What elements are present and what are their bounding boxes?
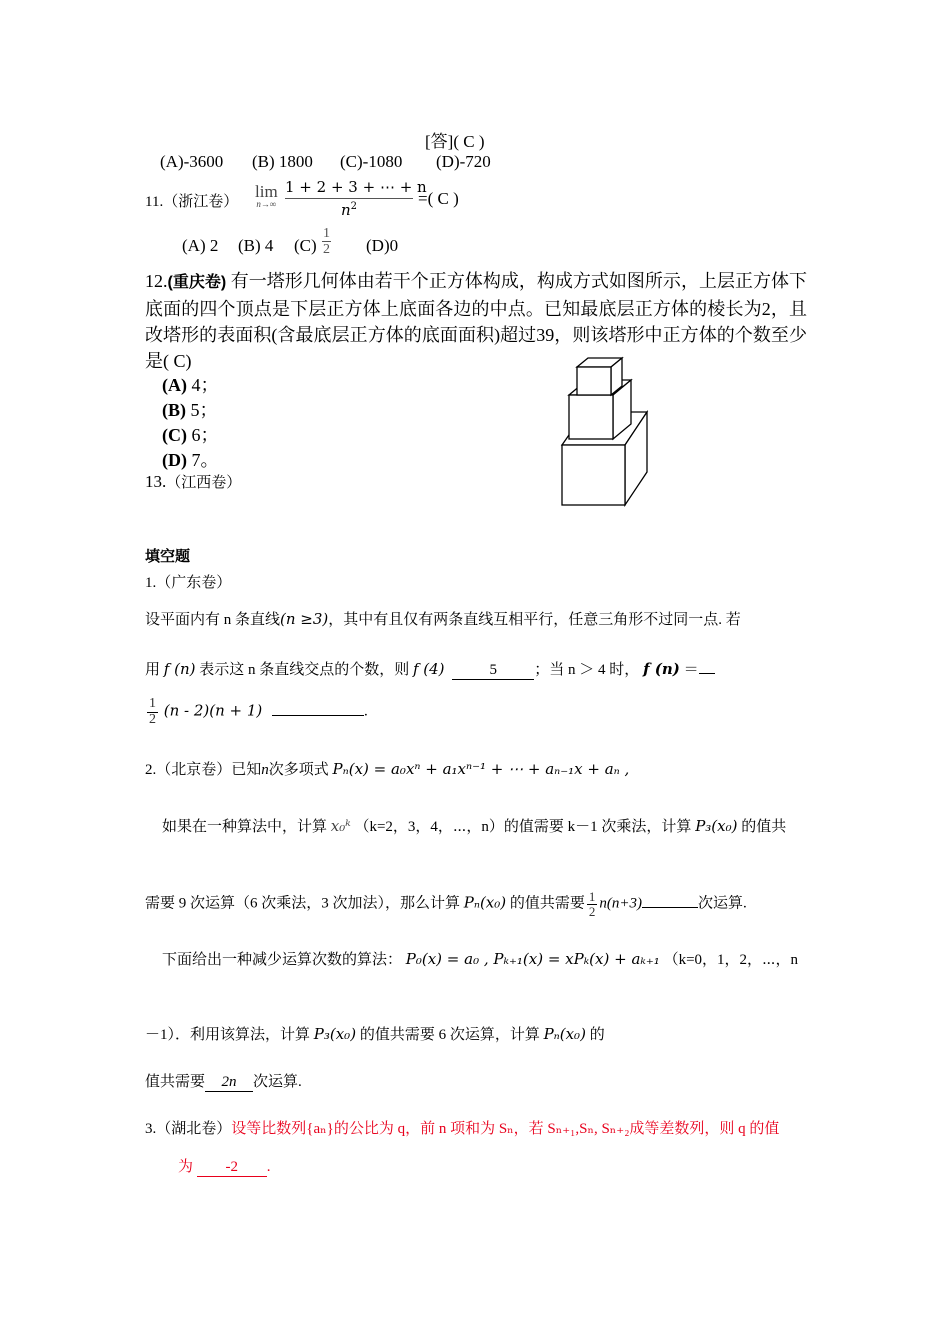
fill2-answer-2: 2n <box>205 1074 253 1092</box>
fill2-line2: 如果在一种算法中，计算 x₀ᵏ （k=2，3，4，⋯，n）的值需要 k－1 次乘法，计算 P₃(x₀) 的值共 <box>162 817 787 835</box>
q10-option-a: (A)-3600 <box>160 152 224 171</box>
fill1-line2: 用 f (n) 表示这 n 条直线交点的个数，则 f (4) 5 ；当 n ＞ 4 时， f (n) ＝ <box>145 658 715 680</box>
q11-option-b: (B) 4 <box>238 236 274 255</box>
fill2-line5: －1）．利用该算法，计算 P₃(x₀) 的值共需要 6 次运算，计算 Pₙ(x₀) 的 <box>145 1025 605 1043</box>
fill2-answer-1: n(n+3) <box>599 895 643 912</box>
q12-option-c: (C) 6； <box>162 425 219 445</box>
q10-option-c: (C)-1080 <box>340 152 403 171</box>
fill1-heading: 1.（广东卷） <box>145 575 232 591</box>
fill1-line3: $\frac{1}{2}$ (n - 2)(n + 1) . <box>149 696 368 727</box>
q10-option-b: (B) 1800 <box>252 152 313 171</box>
fill3-line2: 为 -2 . <box>178 1159 271 1175</box>
fill2-line1: 2.（北京卷）已知n次多项式 Pₙ(x) = a₀xⁿ + a₁xⁿ⁻¹ + ⋯ + aₙ₋₁x + aₙ , <box>145 760 630 778</box>
fill2-line3: 需要 9 次运算（6 次乘法，3 次加法），那么计算 Pₙ(x₀) 的值共需要 $\frac{1}{2}$ n(n+3) 次运算. <box>145 889 747 919</box>
q12-option-b: (B) 5； <box>162 400 218 420</box>
fill2-line4: 下面给出一种减少运算次数的算法： P₀(x) = a₀ , Pₖ₊₁(x) = xPₖ(x) + aₖ₊₁ （k=0，1，2，⋯，n <box>162 950 799 968</box>
fill1-answer-2: (n - 2)(n + 1) <box>163 701 263 720</box>
q11-option-a: (A) 2 <box>182 236 219 255</box>
cube-tower-figure <box>555 352 655 508</box>
q10-option-d: (D)-720 <box>436 152 491 171</box>
q11-number: 11.（浙江卷） <box>145 194 239 210</box>
q11-limit: lim n→∞ <box>255 182 278 209</box>
q11-option-c-fraction: 1 2 <box>323 226 330 258</box>
q11-answer: =( C ) <box>418 189 459 208</box>
q10-answer: [答]( C ) <box>425 132 485 151</box>
fill1-answer-1: 5 <box>452 662 534 680</box>
q12-option-a: (A) 4； <box>162 375 219 395</box>
section-title: 填空题 <box>145 547 191 565</box>
fill1-line1: 设平面内有 n 条直线(n ≥3)，其中有且仅有两条直线互相平行，任意三角形不过同一点. 若 <box>145 610 741 628</box>
q11-option-d: (D)0 <box>366 236 399 255</box>
fill3-answer: -2 <box>197 1159 267 1177</box>
q11-option-c: (C) <box>294 236 317 255</box>
fill2-line6: 值共需要 2n 次运算. <box>145 1074 302 1090</box>
q12-option-d: (D) 7。 <box>162 450 219 470</box>
q12-text: 12.(重庆卷) 有一塔形几何体由若干个正方体构成，构成方式如图所示，上层正方体下底面的四个顶点是下层正方体上底面各边的中点。已知最底层正方体的棱长为2，且改塔形的表面积(含最底层正方体的底面面积)超过39，则该塔形中正方体的个数至少是( C) <box>145 271 807 371</box>
fill3-line1: 3.（湖北卷）设等比数列{aₙ}的公比为 q，前 n 项和为 Sₙ，若 Sₙ₊₁,Sₙ, Sₙ₊₂成等差数列，则 q 的值 <box>145 1121 780 1137</box>
q11-fraction: 1 + 2 + 3 + ⋯ + n $n^2$ <box>285 178 427 219</box>
q13-heading: 13.（江西卷） <box>145 472 242 491</box>
